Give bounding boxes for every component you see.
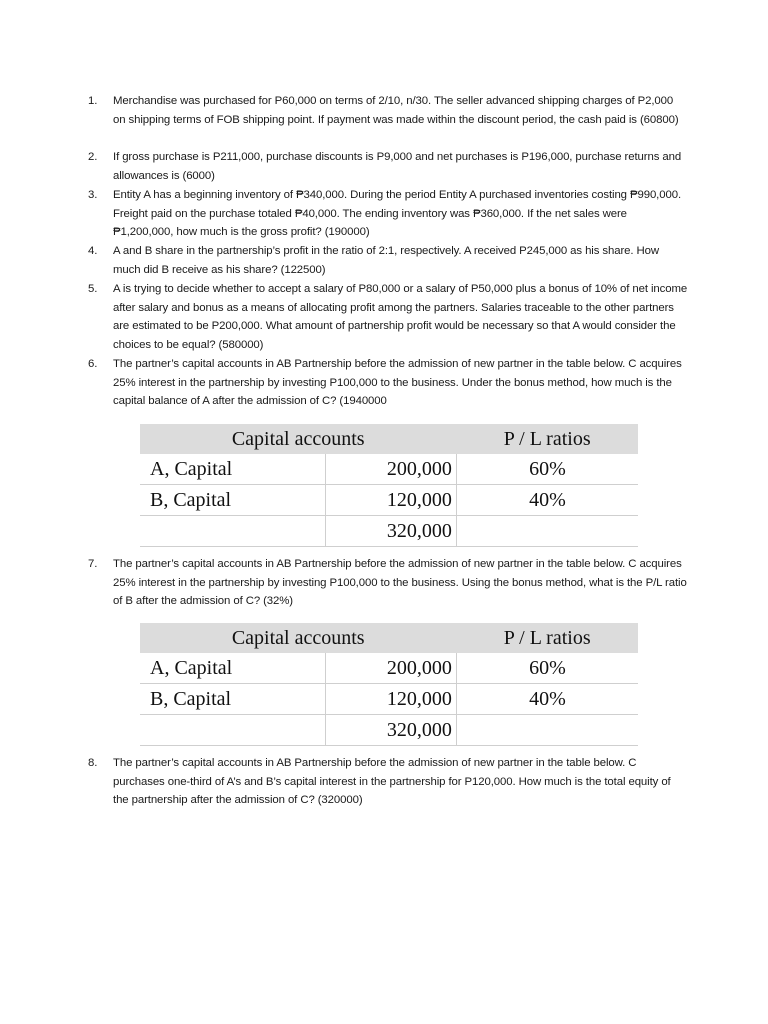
table-row [140,454,638,485]
empty-cell [456,715,638,746]
question-text: The partner’s capital accounts in AB Partnership before the admission of new partner in the table below. C acquires 25% interest in the partnership by investing P100,000 to the business. Using the bonus method, what is the P/L ratio of B after the admission of C? (32%) [113,558,687,608]
question-number: 8. [88,757,98,769]
question-text: A is trying to decide whether to accept a salary of P80,000 or a salary of P50,000 plus a bonus of 10% of net income after salary and bonus as a means of allocating profit among the partners. Salaries traceable to the other partners are estimated to be P200,000. What amount of partnership profit would be necessary so that A would consider the choices to be equal? (580000) [113,283,688,351]
pl-ratio: 60% [456,653,638,684]
question-text: Entity A has a beginning inventory of ₱340,000. During the period Entity A purchased inventories costing ₱990,000. Freight paid on the purchase totaled ₱40,000. The ending inventory was ₱360,000. If the net sales were ₱1,200,000, how much is the gross profit? (190000) [113,189,682,239]
partner-name: A, Capital [140,653,326,684]
empty-cell [140,715,326,746]
capital-total: 320,000 [326,516,457,547]
question-number: 5. [88,283,98,295]
question-text: If gross purchase is P211,000, purchase discounts is P9,000 and net purchases is P196,000, purchase returns and allowances is (6000) [113,151,682,182]
table-header-row [140,623,638,653]
empty-cell [140,516,326,547]
question-number: 6. [88,358,98,370]
question-number: 2. [88,151,98,163]
table-header-row [140,424,638,454]
capital-accounts-table-2 [140,623,638,746]
table-total-row [140,715,638,746]
pl-ratio: 40% [456,485,638,516]
question-number: 1. [88,95,98,107]
header-pl-ratios: P / L ratios [456,623,638,653]
capital-amount: 200,000 [326,653,457,684]
header-capital-accounts: Capital accounts [140,623,456,653]
question-text: The partner’s capital accounts in AB Partnership before the admission of new partner in the table below. C purchases one-third of A’s and B’s capital interest in the partnership for P120,000. How much is the total equity of the partnership after the admission of C? (320000) [113,757,671,807]
table-row [140,653,638,684]
table-row [140,684,638,715]
pl-ratio: 40% [456,684,638,715]
question-number: 7. [88,558,98,570]
pl-ratio: 60% [456,454,638,485]
header-capital-accounts: Capital accounts [140,424,456,454]
question-text: A and B share in the partnership’s profit in the ratio of 2:1, respectively. A received P245,000 as his share. How much did B receive as his share? (122500) [113,245,660,276]
question-number: 3. [88,189,98,201]
table-total-row [140,516,638,547]
capital-amount: 120,000 [326,684,457,715]
question-text: Merchandise was purchased for P60,000 on terms of 2/10, n/30. The seller advanced shipping charges of P2,000 on shipping terms of FOB shipping point. If payment was made within the discount period, the cash paid is (60800) [113,95,679,126]
capital-accounts-table-1 [140,424,638,547]
partner-name: B, Capital [140,684,326,715]
table-row [140,485,638,516]
capital-amount: 120,000 [326,485,457,516]
capital-amount: 200,000 [326,454,457,485]
capital-total: 320,000 [326,715,457,746]
header-pl-ratios: P / L ratios [456,424,638,454]
question-number: 4. [88,245,98,257]
question-text: The partner’s capital accounts in AB Partnership before the admission of new partner in the table below. C acquires 25% interest in the partnership by investing P100,000 to the business. Under the bonus method, how much is the capital balance of A after the admission of C? (1940000 [113,358,682,408]
partner-name: A, Capital [140,454,326,485]
partner-name: B, Capital [140,485,326,516]
empty-cell [456,516,638,547]
